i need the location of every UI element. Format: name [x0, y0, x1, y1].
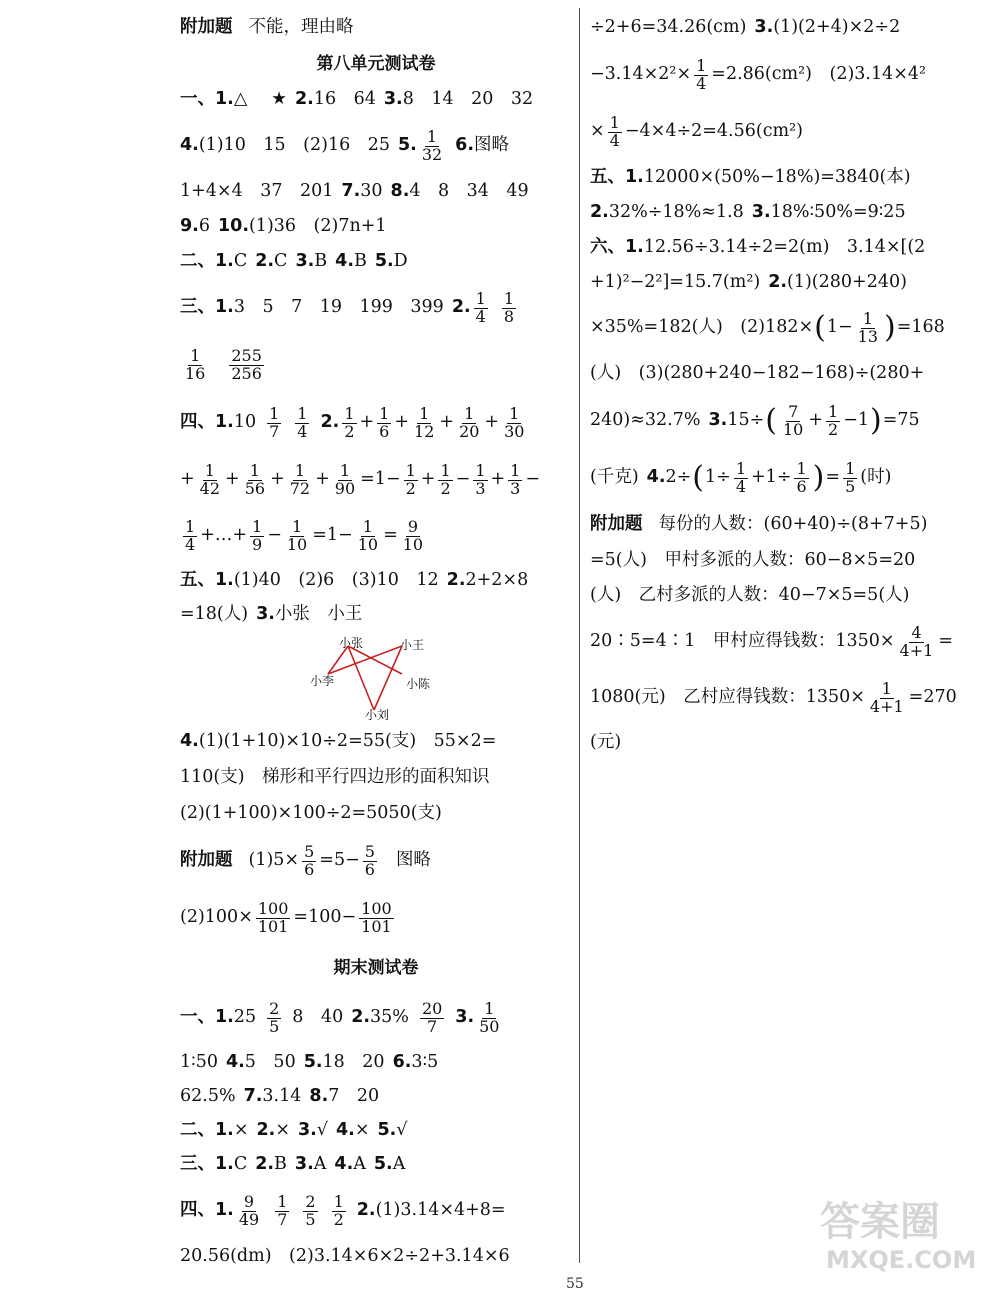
answer-line	[180, 508, 572, 564]
answer-text: −3.14×2²×	[590, 64, 692, 85]
answer-line	[590, 670, 990, 726]
answer-line	[590, 614, 990, 670]
answer-text: 图略	[474, 135, 509, 156]
fraction: $\frac{100}{101}$	[361, 898, 392, 936]
q-label: 4.	[335, 251, 354, 272]
label-xiaoliu: 小刘	[365, 708, 390, 722]
plus-sign: +	[439, 412, 455, 433]
answer-line	[590, 230, 990, 266]
answer-text: 8 14 20 32	[402, 89, 534, 110]
answer-text: 1080(元) 乙村应得钱数：1350×	[590, 687, 865, 708]
answer-text: 1−	[826, 317, 853, 338]
plus-sign: +	[359, 412, 375, 433]
answer-text: −1	[843, 410, 870, 431]
fraction: $\frac{2}{5}$	[269, 998, 280, 1036]
answer-text: (1)(2+4)×2÷2	[773, 17, 901, 38]
fraction: $\frac{1}{6}$	[379, 403, 390, 441]
column-divider	[579, 8, 580, 1263]
answer-line	[180, 244, 572, 280]
q-label: 7.	[243, 1086, 263, 1107]
answer-line	[180, 174, 572, 210]
plus-sign: +	[484, 412, 500, 433]
answer-line	[180, 1114, 572, 1148]
answer-text: =100−	[293, 907, 357, 928]
answer-text: 25	[233, 1007, 257, 1028]
fraction: $\frac{9}{10}$	[402, 516, 424, 554]
label-xiaozhang: 小张	[339, 636, 364, 650]
fraction: $\frac{1}{3}$	[510, 460, 521, 498]
answer-line	[590, 300, 990, 356]
plus-sign: +	[315, 469, 330, 490]
q-label: 5.	[374, 251, 394, 272]
plus-sign: +	[394, 412, 410, 433]
fraction: $\frac{1}{6}$	[796, 458, 807, 496]
answer-text: +1÷	[751, 467, 792, 488]
answer-line	[180, 724, 572, 760]
answer-line	[590, 356, 990, 392]
plus-sign: +	[808, 410, 824, 431]
fraction: $\frac{1}{12}$	[414, 403, 435, 441]
fraction: $\frac{1}{2}$	[440, 460, 451, 498]
q-label: 2.	[256, 1120, 276, 1141]
answer-text: 240)≈32.7%	[590, 410, 701, 431]
q-label: 四、1.	[180, 412, 234, 433]
q-label: 2.	[295, 89, 314, 110]
fraction: $\frac{1}{4}$	[475, 288, 486, 326]
answer-text: ×	[590, 121, 605, 142]
fraction: $\frac{1}{7}$	[277, 1191, 288, 1229]
fraction: $\frac{1}{2}$	[333, 1191, 344, 1229]
fraction: $\frac{1}{8}$	[503, 288, 515, 326]
bonus-answer-line	[180, 10, 572, 46]
fraction: $\frac{1}{4}$	[696, 55, 707, 93]
answer-text: 3 5 7 19 199 399	[233, 297, 444, 318]
answer-text: 18 20	[322, 1052, 385, 1073]
answer-text: 1∶50	[180, 1052, 218, 1073]
label-xiaowang: 小王	[400, 638, 425, 652]
label-xiaochen: 小陈	[406, 677, 431, 691]
fraction: $\frac{1}{56}$	[244, 460, 266, 498]
equals-text: =1−	[312, 525, 353, 546]
answer-line	[180, 564, 572, 598]
answer-text: −4×4÷2=4.56(cm²)	[624, 121, 803, 142]
answer-text: ×	[354, 1120, 370, 1141]
answer-text: 7 20	[328, 1086, 380, 1107]
answer-text: 2+2×8	[465, 570, 529, 591]
fraction: $\frac{1}{90}$	[334, 460, 356, 498]
fraction: $\frac{20}{7}$	[421, 998, 443, 1036]
answer-text: ÷2+6=34.26(cm)	[590, 17, 747, 38]
answer-text: (1)40 (2)6 (3)10 12	[233, 570, 439, 591]
answer-text: (1)(1+10)×10÷2=55(支) 55×2=	[198, 731, 497, 752]
answer-text: √	[396, 1120, 408, 1141]
answer-text: ×	[233, 1120, 249, 1141]
answer-text: 3.14	[262, 1086, 302, 1107]
bonus-tag: 附加题	[180, 850, 233, 871]
answer-text: =2.86(cm²) (2)3.14×4²	[711, 64, 927, 85]
answer-text: 3∶5	[411, 1052, 439, 1073]
answer-line	[180, 1080, 572, 1114]
fraction: $\frac{1}{2}$	[828, 401, 839, 439]
answer-text: 1+4×4 37 201	[180, 181, 334, 202]
q-label: 9.	[180, 216, 199, 237]
answer-line	[180, 1046, 572, 1080]
q-label: 三、1.	[180, 1154, 234, 1175]
page-number: 55	[566, 1276, 584, 1292]
bonus-text: 不能，理由略	[248, 17, 354, 38]
q-label: 2.	[255, 251, 275, 272]
answer-line	[590, 450, 990, 506]
answer-text: 32%÷18%≈1.8	[608, 202, 744, 223]
answer-text: 1÷	[705, 467, 731, 488]
answer-text: ×	[275, 1120, 290, 1141]
star-symbol: ★	[271, 89, 287, 110]
answer-text: =270	[908, 687, 957, 708]
answer-text: =	[938, 631, 953, 652]
answer-text: 每份的人数：(60+40)÷(8+7+5)	[658, 514, 928, 535]
q-label: 2.	[255, 1154, 275, 1175]
answer-text: 20.56(dm) (2)3.14×6×2÷2+3.14×6	[180, 1246, 510, 1267]
fraction: $\frac{1}{50}$	[479, 998, 500, 1036]
answer-text: 110(支) 梯形和平行四边形的面积知识	[180, 767, 490, 788]
fraction: $\frac{100}{101}$	[257, 898, 289, 936]
q-label: 8.	[390, 181, 410, 202]
answer-text: (2)(1+100)×100÷2=5050(支)	[180, 803, 442, 824]
q-label: 4.	[180, 135, 199, 156]
answer-text: =168	[896, 317, 945, 338]
q-label: 2.	[356, 1200, 376, 1221]
q-label: 8.	[309, 1086, 329, 1107]
answer-text: =	[825, 467, 841, 488]
q-label: 六、1.	[590, 237, 644, 258]
answer-text: (时)	[860, 467, 892, 488]
answer-text: A	[392, 1154, 406, 1175]
q-label: 10.	[217, 216, 249, 237]
answer-line	[590, 544, 990, 578]
fraction: $\frac{7}{10}$	[782, 401, 804, 439]
q-label: 5.	[377, 1120, 397, 1141]
q-label: 5.	[397, 135, 417, 156]
answer-line	[590, 196, 990, 230]
answer-text: 12.56÷3.14÷2=2(m) 3.14×[(2	[643, 237, 926, 258]
q-label: 4.	[646, 467, 666, 488]
answer-text: B	[353, 251, 367, 272]
answer-text: 2÷	[665, 467, 692, 488]
fraction: $\frac{1}{32}$	[421, 126, 443, 164]
fraction: $\frac{1}{2}$	[405, 460, 416, 498]
q-label: 3.	[298, 1120, 317, 1141]
fraction: $\frac{5}{6}$	[364, 841, 375, 879]
triangle-symbol: △	[233, 89, 248, 110]
final-exam-title	[180, 946, 572, 990]
fraction: $\frac{1}{16}$	[185, 345, 206, 383]
q-label: 6.	[455, 135, 474, 156]
answer-text: (人) 乙村多派的人数：40−7×5=5(人)	[590, 585, 910, 606]
fraction: $\frac{4}{4+1}$	[899, 622, 934, 660]
ellipsis-text: +…+	[200, 525, 248, 546]
answer-line	[180, 760, 572, 796]
plus-sign: +	[420, 469, 436, 490]
q-label: 3.	[383, 89, 403, 110]
fraction: $\frac{1}{10}$	[286, 516, 308, 554]
fraction: $\frac{2}{5}$	[305, 1191, 316, 1229]
q-label: 3.	[708, 410, 728, 431]
answer-text: =75	[882, 410, 920, 431]
answer-text: (1)36 (2)7n+1	[248, 216, 387, 237]
q-label: 4.	[225, 1052, 245, 1073]
answer-text: C	[274, 251, 288, 272]
answer-text: 4 8 34 49	[409, 181, 529, 202]
q-label: 二、1.	[180, 251, 234, 272]
answer-text: 小张 小王	[274, 604, 363, 625]
fraction: $\frac{255}{256}$	[231, 345, 262, 383]
label-xiaoli: 小李	[310, 674, 335, 688]
minus-sign: −	[525, 469, 541, 490]
answer-text: 35%	[370, 1007, 409, 1028]
fraction: $\frac{1}{13}$	[857, 308, 879, 346]
fraction: $\frac{1}{3}$	[475, 460, 486, 498]
right-paren: )	[812, 460, 825, 495]
q-label: 2.	[351, 1007, 371, 1028]
answer-text: 12000×(50%−18%)=3840(本)	[643, 167, 911, 188]
q-label: 三、1.	[180, 297, 234, 318]
answer-line	[590, 160, 990, 196]
answer-text: =5(人) 甲村多派的人数：60−8×5=20	[590, 550, 916, 571]
q-label: 6.	[392, 1052, 412, 1073]
unit8-title-text: 第八单元测试卷	[316, 53, 436, 74]
q-label: 2.	[320, 412, 340, 433]
answer-line	[590, 578, 990, 614]
answer-text: ×35%=182(人) (2)182×	[590, 317, 814, 338]
answer-line	[180, 1148, 572, 1182]
right-paren: )	[870, 403, 882, 438]
q-label: 四、1.	[180, 1200, 234, 1221]
q-label: 3.	[295, 251, 315, 272]
answer-line	[180, 990, 572, 1046]
answer-text: (1)3.14×4+8=	[375, 1200, 506, 1221]
answer-text: A	[313, 1154, 327, 1175]
q-label: 2.	[768, 272, 788, 293]
q-label: 2.	[451, 297, 471, 318]
q-label: 一、1.	[180, 1007, 234, 1028]
answer-text: =18(人)	[180, 604, 249, 625]
answer-text: 30	[360, 181, 383, 202]
fraction: $\frac{1}{4}$	[185, 516, 196, 554]
answer-line	[180, 118, 572, 174]
unit8-title	[180, 46, 572, 82]
fraction: $\frac{1}{4}$	[735, 458, 747, 496]
left-paren: (	[765, 403, 777, 438]
answer-text: B	[274, 1154, 287, 1175]
right-column	[590, 10, 990, 760]
answer-text: (元)	[590, 732, 622, 753]
final-title-text: 期末测试卷	[333, 957, 419, 978]
plus-sign: +	[270, 469, 285, 490]
fraction: $\frac{1}{20}$	[459, 403, 480, 441]
answer-line	[180, 890, 572, 946]
answer-line	[590, 726, 990, 760]
answer-text: (1)10 15 (2)16 25	[198, 135, 390, 156]
left-paren: (	[692, 460, 705, 495]
fraction: $\frac{1}{4}$	[297, 403, 308, 441]
equals-text: =1−	[360, 469, 401, 490]
fraction: $\frac{1}{7}$	[269, 403, 280, 441]
q-label: 3.	[294, 1154, 314, 1175]
answer-text: 10	[233, 412, 257, 433]
q-label: 2.	[446, 570, 466, 591]
answer-line	[180, 336, 572, 394]
site-watermark	[812, 1190, 992, 1280]
answer-text: (1)(280+240)	[787, 272, 907, 293]
watermark-domain: MXQE.COM	[826, 1246, 977, 1274]
bonus-tag: 附加题	[590, 514, 643, 535]
answer-text: (2)100×	[180, 907, 253, 928]
q-label: 7.	[341, 181, 361, 202]
answer-text: B	[314, 251, 328, 272]
q-label: 一、1.	[180, 89, 234, 110]
answer-text: 15÷	[727, 410, 765, 431]
answer-text: √	[316, 1120, 328, 1141]
minus-sign: −	[455, 469, 471, 490]
answer-line	[180, 796, 572, 832]
answer-line	[180, 82, 572, 118]
answer-line	[180, 394, 572, 452]
fraction: $\frac{1}{2}$	[344, 403, 355, 441]
answer-line	[180, 452, 572, 508]
answer-text: (人) (3)(280+240−182−168)÷(280+	[590, 363, 925, 384]
q-label: 2.	[590, 202, 609, 223]
bonus-tag: 附加题	[180, 17, 233, 38]
fraction: $\frac{5}{6}$	[304, 841, 315, 879]
answer-text: +1)²−2²]=15.7(m²)	[590, 272, 761, 293]
answer-text: D	[393, 251, 408, 272]
fraction: $\frac{1}{30}$	[504, 403, 525, 441]
answer-text: 6	[198, 216, 210, 237]
q-label: 4.	[335, 1120, 355, 1141]
q-label: 3.	[751, 202, 771, 223]
q-label: 五、1.	[180, 570, 234, 591]
left-column	[180, 10, 572, 1274]
answer-line	[180, 280, 572, 336]
equals-text: =	[383, 525, 398, 546]
handshake-diagram	[180, 632, 572, 724]
answer-line	[180, 1240, 572, 1274]
answer-text: 62.5%	[180, 1086, 236, 1107]
answer-line	[180, 210, 572, 244]
fraction: $\frac{1}{10}$	[357, 516, 379, 554]
plus-sign: +	[490, 469, 506, 490]
fraction: $\frac{9}{49}$	[238, 1191, 260, 1229]
fraction: $\frac{1}{4+1}$	[869, 678, 904, 716]
q-label: 4.	[334, 1154, 354, 1175]
q-label: 5.	[373, 1154, 393, 1175]
answer-text: 18%∶50%=9∶25	[770, 202, 906, 223]
minus-sign: −	[267, 525, 282, 546]
q-label: 5.	[303, 1052, 323, 1073]
answer-line	[180, 1182, 572, 1240]
answer-line	[590, 104, 990, 160]
q-label: 二、1.	[180, 1120, 234, 1141]
fraction: $\frac{1}{5}$	[845, 458, 856, 496]
answer-text: =5−	[319, 850, 360, 871]
watermark-logo-text: 答案圈	[820, 1199, 940, 1245]
answer-text: A	[353, 1154, 366, 1175]
left-paren: (	[814, 310, 826, 345]
answer-text: 8 40	[292, 1007, 344, 1028]
fraction: $\frac{1}{4}$	[609, 112, 620, 150]
q-label: 五、1.	[590, 167, 644, 188]
answer-line	[590, 10, 990, 46]
answer-line	[590, 46, 990, 104]
answer-text: C	[233, 1154, 248, 1175]
bonus-answer-line	[180, 832, 572, 890]
answer-line	[590, 266, 990, 300]
bonus-answer-line	[590, 506, 990, 544]
q-label: 3.	[754, 17, 774, 38]
answer-line	[180, 598, 572, 632]
answer-text: 16 64	[313, 89, 376, 110]
answer-text: (千克)	[590, 467, 639, 488]
fraction: $\frac{1}{9}$	[252, 516, 263, 554]
answer-text: 5 50	[244, 1052, 296, 1073]
line-zhang-liu	[348, 646, 374, 710]
fraction: $\frac{1}{42}$	[199, 460, 221, 498]
answer-text: (1)5×	[248, 850, 300, 871]
q-label: 3.	[455, 1007, 475, 1028]
plus-sign: +	[225, 469, 240, 490]
answer-text: 20∶5=4∶1 甲村应得钱数：1350×	[590, 631, 895, 652]
fraction: $\frac{1}{72}$	[289, 460, 311, 498]
right-paren: )	[884, 310, 896, 345]
plus-sign: +	[180, 469, 195, 490]
answer-line	[590, 392, 990, 450]
answer-text: C	[233, 251, 248, 272]
q-label: 3.	[256, 604, 275, 625]
q-label: 4.	[180, 731, 199, 752]
answer-text: 图略	[395, 850, 431, 871]
